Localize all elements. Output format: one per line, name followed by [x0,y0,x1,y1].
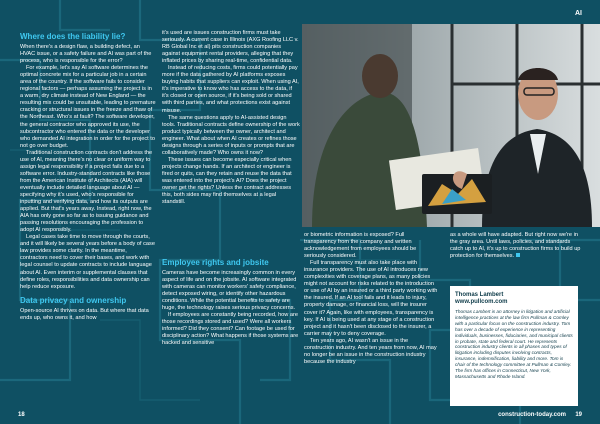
paragraph: Open-source AI thrives on data. But where that data ends up, who owns it, and how [20,307,149,321]
heading-liability: Where does the liability lie? [20,32,126,41]
paragraph: or biometric information is exposed? Full transparency from the company and written acknowledgement from employees should be seriously considered. [304,232,417,260]
column-2 [162,30,300,206]
paragraph: If employees are constantly being recorded, how are those recordings stored and used? Were all workers informed? Did they consent? Can footage be used for disciplinary action? What happens if those systems are hacked and sensitive [162,312,299,347]
paragraph: Full transparency must also take place with insurance providers. The use of AI introduces new complexities with coverage plans, as many policies might not account for risks related to the introduction or use of AI by an insured or a third party working with the insured. If an AI tool fails and it leads to injury, property damage, or financial loss, will the insurer cover it? Again, like with employees, transparency is key. If AI is being used at any stage of a construction project and it hasn't been disclosed to the insurer, a carrier may try to deny coverage. [304,260,438,337]
section-label: AI [575,10,582,17]
photo-illustration [302,24,600,227]
author-name: Thomas Lambert [455,292,504,298]
top-bar [0,0,600,24]
paragraph: When there's a design flaw, a building defect, an HVAC issue, or a safety failure and AI was part of the process, who is responsible for the error? [20,44,152,65]
footer [0,404,600,424]
paragraph: Ten years ago, AI wasn't an issue in the construction industry. And ten years from now, AI may no longer be an issue in the construction industry because the industry [304,337,437,365]
column-4 [450,232,584,260]
column-1 [20,30,156,322]
column-3 [304,232,438,366]
heading-employee-rights: Employee rights and jobsite [162,258,269,267]
paragraph: Legal cases take time to move through the courts, and it will likely be several years before a body of case law provides some clarity. In the meantime, contractors need to cover their bases, and work with legal counsel to update contracts to include language about AI. Even interim or supplemental clauses that define roles, responsibilities and data ownership can help reduce exposure. [20,234,155,290]
end-mark-icon [516,253,520,257]
author-url[interactable]: www.pullcom.com [455,299,508,305]
page-number-left: 18 [18,412,25,418]
author-bio-box [450,286,578,406]
paragraph: Instead of reducing costs, firms could potentially pay more if the data gathered by AI platforms exposes buying habits that suppliers can exploit. When using AI, it's imperative to know who has access to the data, if it's closed or open source, if it's being sold or shared with third parties, and what protections exist against misuse. [162,65,299,114]
article-photo [302,24,600,227]
paragraph: Cameras have become increasingly common in every aspect of life and on the jobsite. AI software integrated with cameras can monitor workers' safety compliance, detect exposed wiring, or identify other hazardous conditions. While the potential benefits to safety are huge, the technology raises serious privacy concerns. [162,270,297,312]
paragraph: These issues can become especially critical when projects change hands. If an architect or engineer is fired or quits, can they retain and reuse the data that was entered into the project's AI? Does the project owner get the rights? Unless the contract addresses this, both sides may find themselves at a legal standstill. [162,156,292,206]
paragraph: it's used are issues construction firms must take seriously. A current case in Illinois (AXG Roofing LLC v. RB Global Inc et al) pits construction companies against equipment rental providers, alleging that they inflated prices by sharing real-time, confidential data. [162,30,299,65]
paragraph: Traditional construction contracts don't address the use of AI, meaning there's no clear or uniform way to assign legal responsibility if a project fails due to a software error. Industry-standard contracts like those from the American Institute of Architects (AIA) will eventually include detailed language about AI — specifying why it's used, who's responsible for inputting and verifying data, and how its outputs are applied. But that's years away. Instead, right now, the AIA has only gone so far as to issuing guidance and passing resolutions encouraging the profession to adopt AI responsibly. [20,149,153,234]
site-url[interactable]: construction-today.com [498,412,566,418]
paragraph: The same questions apply to AI-assisted design tools. Traditional contracts define ownership of the work product typically between the owner, architect and engineer. What about when AI creates or refines those designs through a series of inputs or prompts that are collaboratively made? Who owns it now? [162,114,300,156]
heading-data-privacy: Data privacy and ownership [20,295,127,305]
paragraph: as a whole will have adapted. But right now we're in the gray area. Until laws, policies, and standards catch up to AI, it's up to construction firms to build up protection for themselves. [450,232,581,260]
author-bio-text: Thomas Lambert is an attorney in litigation and artificial intelligence practices at the law firm Pullman & Comley with a particular focus on the construction industry. Tom has over a decade of experience in representing individuals, businesses, fiduciaries, and municipal clients in probate, state and federal court. He represents construction industry clients in all phases and types of litigation including disputes involving contracts, insurance, indemnification, liability and more. Tom is chair of the technology committee at Pullman & Comley. The firm has offices in Connecticut, New York, Massachusetts and Rhode Island. [455,309,573,379]
page-number-right: 19 [575,412,582,418]
paragraph: For example, let's say AI software determines the optimal concrete mix for a particular job in a certain area of the country. If the software fails to consider regional factors — perhaps assuming the project is in a warm, dry climate instead of New England — the resulting mix could be unsuitable, leading to premature cracking or structural issues in the freeze and thaw of the Northeast. Who's at fault? The software developer, the general contractor who approved its use, the subcontractor who entered the data or the developer who demanded AI integration in order for the project to not go over budget. [20,65,156,149]
column-2-lower [162,256,300,348]
